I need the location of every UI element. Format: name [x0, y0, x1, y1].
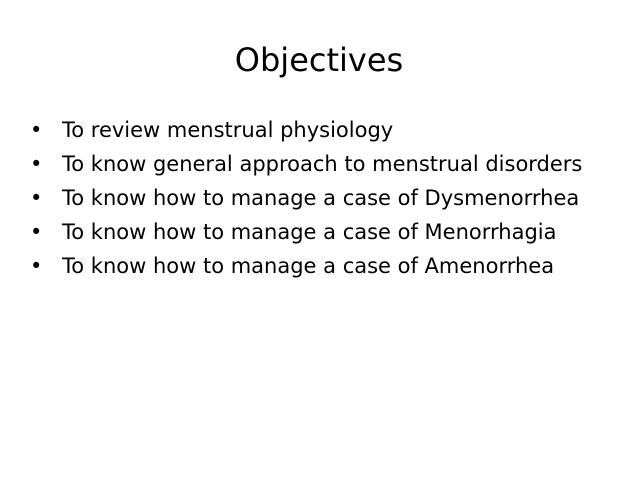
list-item-text: To review menstrual physiology [62, 118, 394, 142]
list-item-text: To know how to manage a case of Menorrhagia [62, 220, 557, 244]
bullet-icon: • [30, 152, 43, 176]
list-item [30, 116, 590, 145]
list-item-text: To know how to manage a case of Amenorrhea [62, 254, 555, 278]
bullet-icon: • [30, 254, 43, 278]
objectives-list [30, 116, 590, 286]
list-item-text: To know how to manage a case of Dysmenorrhea [62, 186, 580, 210]
list-item [30, 184, 590, 213]
slide-title: Objectives [234, 41, 404, 79]
list-item [30, 150, 590, 179]
list-item [30, 252, 590, 281]
bullet-icon: • [30, 186, 43, 210]
list-item [30, 218, 590, 247]
bullet-icon: • [30, 118, 43, 142]
list-item-text: To know general approach to menstrual disorders [62, 152, 583, 176]
bullet-icon: • [30, 220, 43, 244]
